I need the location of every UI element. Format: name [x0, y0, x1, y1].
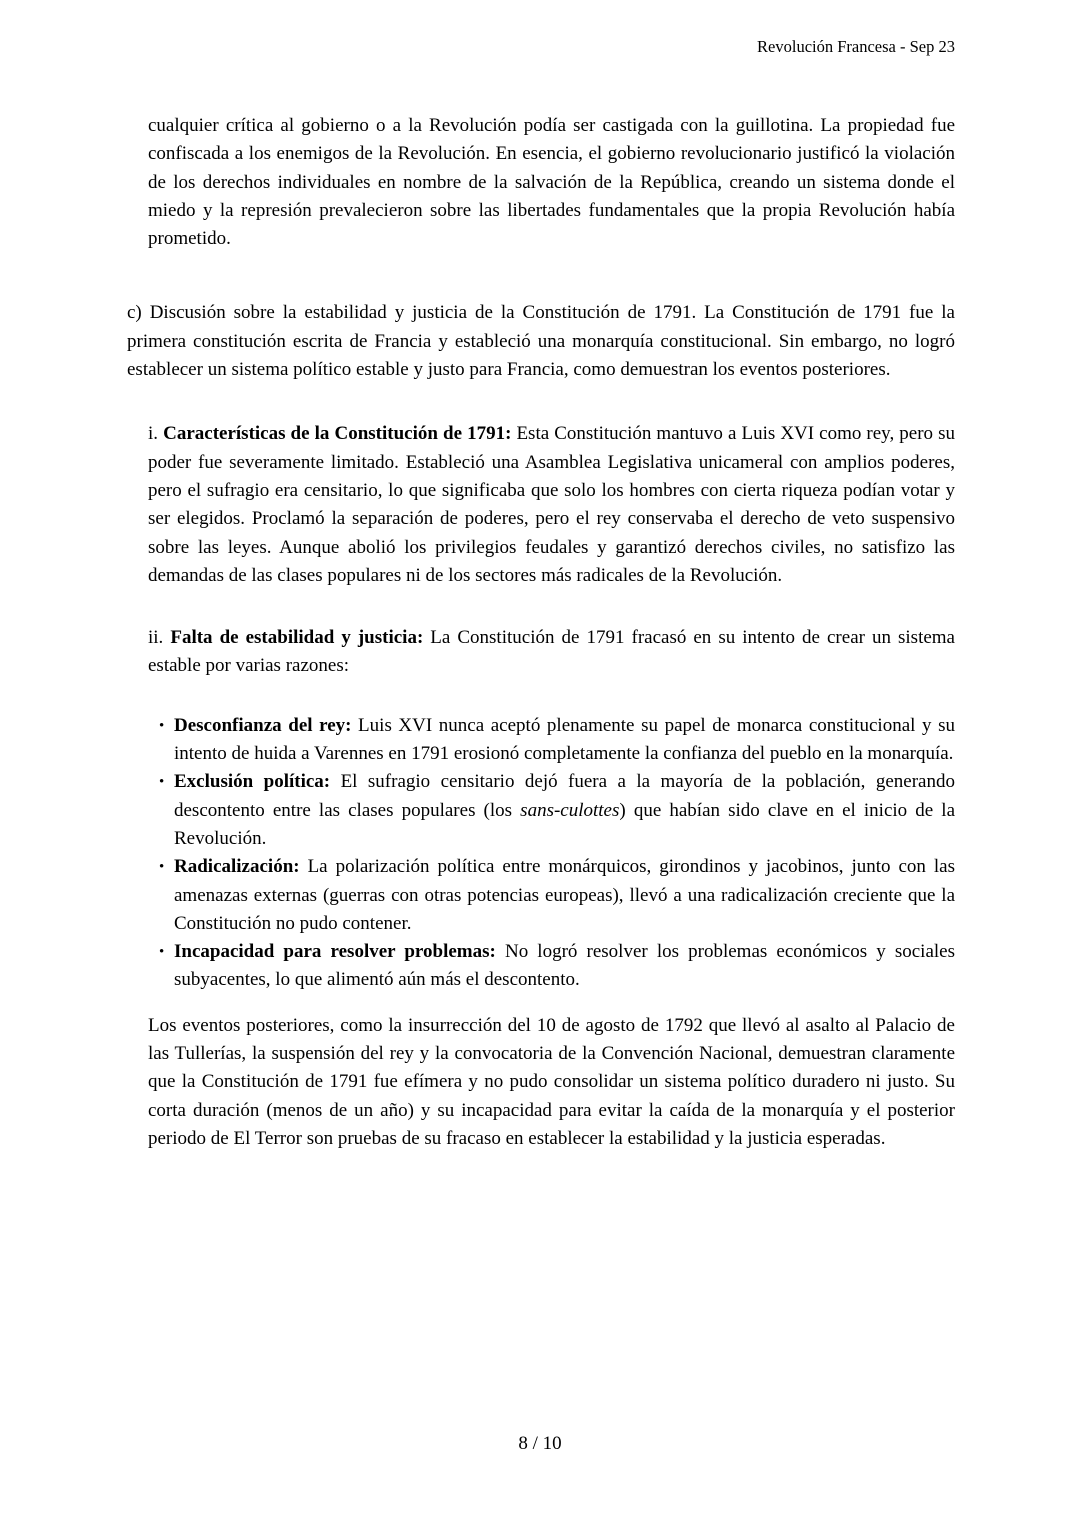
bullet-term: Desconfianza del rey:	[174, 714, 352, 736]
page-number: 8 / 10	[518, 1433, 562, 1454]
list-item-incapacidad	[148, 938, 955, 995]
bullet-icon: •	[159, 774, 165, 791]
bullet-text: El sufragio censitario dejó fuera a la mayoría de la población, generando descontento entre las clases populares (los	[174, 771, 955, 821]
paragraph-c-discussion: c) Discusión sobre la estabilidad y justicia de la Constitución de 1791. La Constitución de 1791 fue la primera constitución escrita de Francia y estableció una monarquía constitucional. Sin embargo, no logró establecer un sistema político estable y justo para Francia, como demuestran los eventos posteriores.	[127, 302, 955, 381]
bullet-text: La polarización política entre monárquicos, girondinos y jacobinos, junto con las amenazas externas (guerras con otras potencias europeas), llevó a una radicalización creciente que la Constitución no pudo contener.	[174, 856, 955, 934]
bullet-list	[148, 712, 955, 995]
paragraph-conclusion: Los eventos posteriores, como la insurrección del 10 de agosto de 1792 que llevó al asalto al Palacio de las Tullerías, la suspensión del rey y la convocatoria de la Convención Nacional, demuestran claramente que la Constitución de 1791 fue efímera y no pudo consolidar un sistema político duradero ni justo. Su corta duración (menos de un año) y su incapacidad para evitar la caída de la monarquía y el posterior periodo de El Terror son pruebas de su fracaso en establecer la estabilidad y la justicia esperadas.	[148, 1014, 955, 1149]
list-item-exclusion	[148, 768, 955, 853]
list-item-radicalizacion	[148, 853, 955, 938]
bullet-text: No logró resolver los problemas económicos y sociales subyacentes, lo que alimentó aún más el descontento.	[174, 941, 956, 991]
section-i-text: Esta Constitución mantuvo a Luis XVI como rey, pero su poder fue severamente limitado. Estableció una Asamblea Legislativa unicameral con amplios poderes, pero el sufragio era censitario, lo que significaba que solo los hombres con cierta riqueza podían votar y ser elegidos. Proclamó la separación de poderes, pero el rey conservaba el derecho de veto suspensivo sobre las leyes. Aunque abolió los privilegios feudales y garantizó derechos civiles, no satisfizo las demandas de las clases populares ni de los sectores más radicales de la Revolución.	[148, 423, 955, 586]
section-i-title: Características de la Constitución de 1791:	[163, 423, 512, 445]
bullet-text: ) que habían sido clave en el inicio de la Revolución.	[174, 799, 956, 849]
bullet-icon: •	[159, 944, 165, 961]
bullet-icon: •	[159, 717, 165, 734]
page-content	[127, 112, 955, 1153]
bullet-text-italic: sans-culottes	[520, 799, 620, 821]
bullet-term: Incapacidad para resolver problemas:	[174, 941, 496, 963]
section-ii-title: Falta de estabilidad y justicia:	[170, 627, 424, 649]
bullet-text: Luis XVI nunca aceptó plenamente su papel de monarca constitucional y su intento de huida a Varennes en 1791 erosionó completamente la confianza del pueblo en la monarquía.	[174, 714, 955, 765]
bullet-term: Exclusión política:	[174, 771, 331, 793]
bullet-icon: •	[159, 859, 165, 876]
list-item-desconfianza	[148, 712, 955, 769]
paragraph-terror-continuation: cualquier crítica al gobierno o a la Revolución podía ser castigada con la guillotina. La propiedad fue confiscada a los enemigos de la Revolución. En esencia, el gobierno revolucionario justificó la violación de los derechos individuales en nombre de la salvación de la República, creando un sistema donde el miedo y la represión prevalecieron sobre las libertades fundamentales que la propia Revolución había prometido.	[148, 115, 955, 250]
section-ii-prefix: ii.	[148, 627, 171, 649]
section-ii-text: La Constitución de 1791 fracasó en su intento de crear un sistema estable por varias razones:	[148, 627, 955, 677]
section-ii-falta-estabilidad	[148, 624, 955, 681]
section-i-prefix: i.	[148, 423, 164, 445]
section-i-caracteristicas	[148, 420, 955, 590]
page-header: Revolución Francesa - Sep 23	[757, 37, 955, 56]
bullet-term: Radicalización:	[174, 856, 300, 878]
